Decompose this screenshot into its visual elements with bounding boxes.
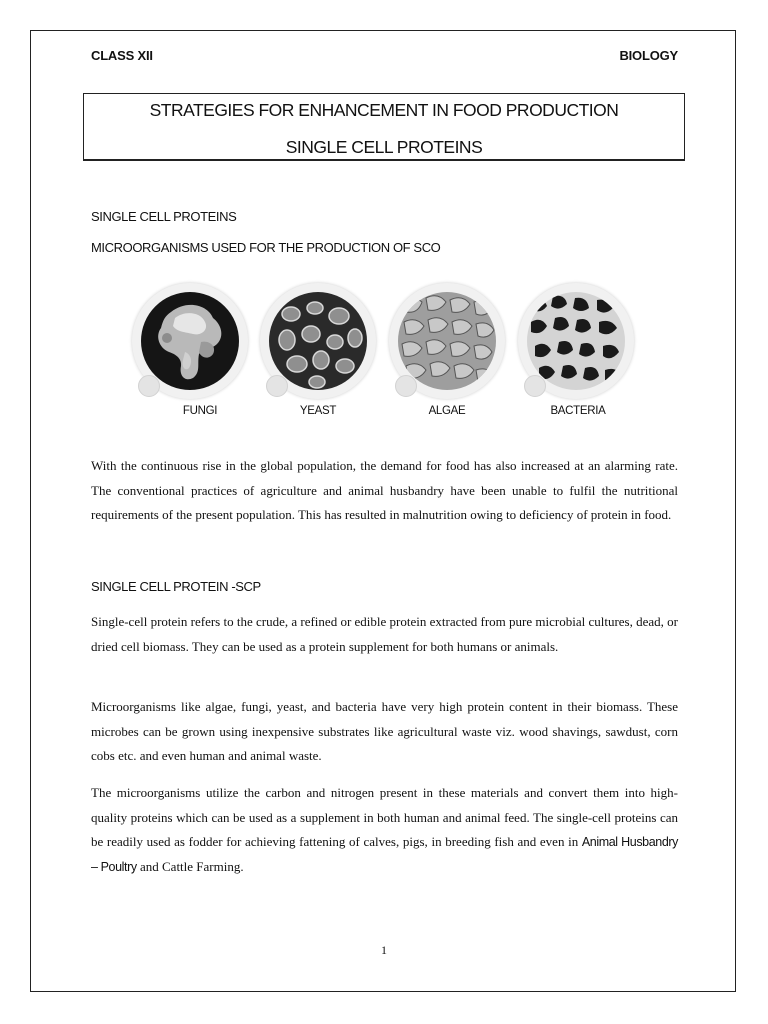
animal-husbandry-link[interactable]: Animal Husbandry – Poultry [91,835,679,874]
scp-paragraph-3 [91,781,678,879]
caption-fungi: FUNGI [182,405,218,417]
section-heading-scp: SINGLE CELL PROTEINS [91,209,237,224]
fungi-image [132,283,252,403]
caption-algae: ALGAE [428,405,466,417]
scp-paragraph-3-end: and Cattle Farming. [136,858,244,874]
header-class: CLASS XII [91,48,153,63]
bacteria-image [518,283,638,403]
caption-yeast: YEAST [299,405,337,417]
yeast-image [260,283,380,403]
section-subheading-microorganisms: MICROORGANISMS USED FOR THE PRODUCTION OF SCO [91,240,441,255]
algae-image [389,283,509,403]
page-number: 1 [381,943,387,957]
microorganism-figure [124,281,648,401]
caption-bacteria: BACTERIA [550,405,606,417]
header-subject: BIOLOGY [619,48,678,63]
scp-paragraph-1: Single-cell protein refers to the crude, a refined or edible protein extracted from pure microbial cultures, dead, or dried cell biomass. They can be used as a protein supplement for both humans or animals. [91,614,678,654]
scp-paragraph-2: Microorganisms like algae, fungi, yeast, and bacteria have very high protein content in their biomass. These microbes can be grown using inexpensive substrates like agricultural waste viz. wood shavings, sawdust, corn cobs etc. and even human and animal waste. [91,699,678,763]
intro-paragraph: With the continuous rise in the global population, the demand for food has also increased at an alarming rate. The conventional practices of agriculture and animal husbandry have been unable to fulfil the nutritional requirements of the present population. This has resulted in malnutrition owing to deficiency of protein in food. [91,458,678,522]
page-subtitle: SINGLE CELL PROTEINS [285,137,483,157]
page-title: STRATEGIES FOR ENHANCEMENT IN FOOD PRODUCTION [149,100,619,120]
title-box [83,93,685,161]
section-heading-scp-definition: SINGLE CELL PROTEIN -SCP [91,579,261,594]
scp-paragraph-3-start: The microorganisms utilize the carbon and nitrogen present in these materials and convert them into high-quality proteins which can be used as a supplement in both human and animal feed. The single-cell proteins can be readily used as fodder for achieving fattening of calves, pigs, in breeding fish and even in [91,785,678,849]
